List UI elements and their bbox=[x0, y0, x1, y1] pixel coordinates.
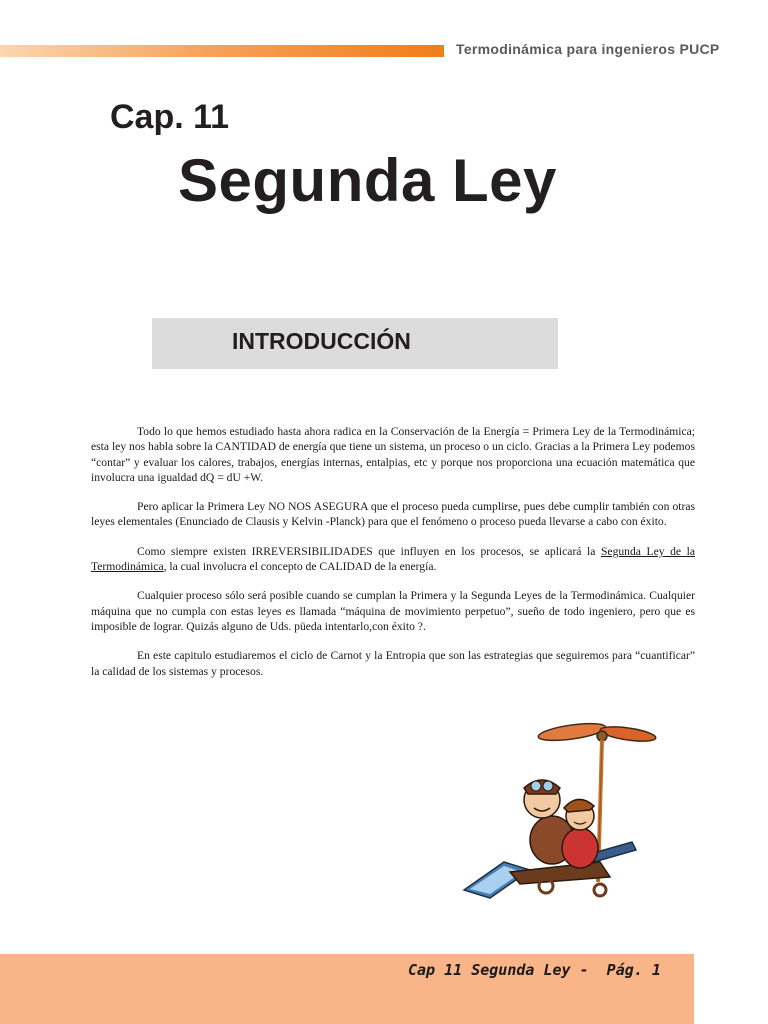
paragraph-2: Pero aplicar la Primera Ley NO NOS ASEGURA que el proceso pueda cumplirse, pues debe cumplir también con otras leyes elementales (Enunciado de Clausis y Kelvin -Planck) para que el fenómeno o proceso pueda llevarse a cabo con éxito. bbox=[91, 500, 695, 529]
chapter-number: Cap. 11 bbox=[110, 98, 230, 136]
paragraph-4: Cualquier proceso sólo será posible cuando se cumplan la Primera y la Segunda Leyes de la Termodinámica. Cualquier máquina que no cumpla con estas leyes es llamada “máquina de movimiento perpetuo”, sueño de todo ingeniero, pero que es imposible de lograr. Quizás alguno de Uds. püeda intentarlo,con éxito ?. bbox=[91, 589, 695, 633]
second-law-underlined: Segunda Ley de la Termodinámica bbox=[91, 544, 695, 574]
body-text bbox=[91, 424, 695, 693]
section-heading: INTRODUCCIÓN bbox=[232, 328, 411, 354]
paragraph-3-end: , la cual involucra el concepto de CALIDAD de la energía. bbox=[163, 560, 437, 574]
paragraph-3-start: Como siempre existen IRREVERSIBILIDADES que influyen en los procesos, se aplicará la bbox=[137, 544, 601, 558]
footer-page-label: Cap 11 Segunda Ley - Pág. 1 bbox=[408, 961, 661, 979]
header-orange-bar bbox=[0, 45, 444, 57]
running-header: Termodinámica para ingenieros PUCP bbox=[456, 41, 720, 57]
section-heading-box bbox=[152, 318, 558, 369]
chapter-title: Segunda Ley bbox=[178, 147, 557, 214]
paragraph-5: En este capitulo estudiaremos el ciclo de Carnot y la Entropia que son las estrategias que seguiremos para “cuantificar” la calidad de los sistemas y procesos. bbox=[91, 649, 695, 678]
paragraph-1: Todo lo que hemos estudiado hasta ahora radica en la Conservación de la Energía = Primera Ley de la Termodinámica; esta ley nos habla sobre la CANTIDAD de energía que tiene un sistema, un proceso o un ciclo. Gracias a la Primera Ley podemos “contar” y evaluar los calores, trabajos, energías internas, entalpias, etc y porque nos proporciona una ecuación matemática que involucra una igualdad dQ = dU +W. bbox=[91, 425, 695, 484]
paragraph-3 bbox=[91, 544, 695, 575]
flying-machine-cartoon-icon bbox=[460, 712, 660, 902]
